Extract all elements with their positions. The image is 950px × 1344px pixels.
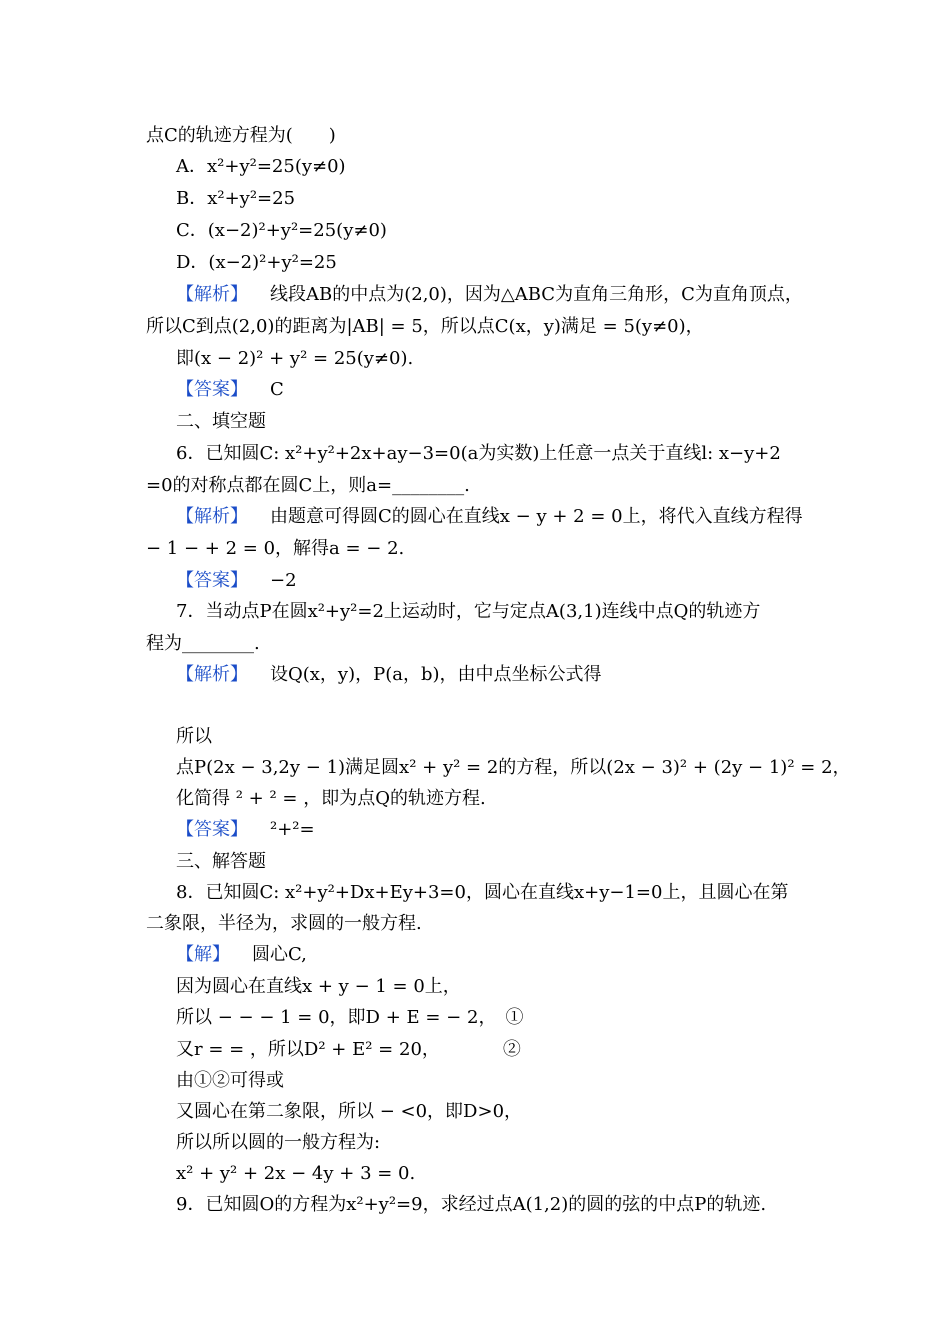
answer-tag: 【答案】	[176, 379, 248, 400]
question-text: 7．当动点P在圆x²+y²=2上运动时，它与定点A(3,1)连线中点Q的轨迹方	[176, 601, 761, 622]
section-heading: 二、填空题	[176, 411, 266, 432]
option-b: B．x²+y²=25	[176, 188, 296, 209]
answer-tag: 【答案】	[176, 819, 248, 840]
analysis-text: 设Q(x，y)，P(a，b)，由中点坐标公式得	[270, 664, 602, 685]
text-line: 所以	[176, 726, 212, 747]
text-line: 即(x − 2)² + y² = 25(y≠0).	[176, 348, 414, 369]
analysis-line	[176, 505, 803, 529]
question-text: =0的对称点都在圆C上，则a=________.	[146, 475, 470, 496]
question-text: 6．已知圆C: x²+y²+2x+ay−3=0(a为实数)上任意一点关于直线l: x−y+2	[176, 443, 781, 464]
text-line: 因为圆心在直线x + y − 1 = 0上，	[176, 976, 461, 997]
text-line: x² + y² + 2x − 4y + 3 = 0.	[176, 1163, 416, 1184]
solution-text: 圆心C,	[252, 944, 307, 965]
analysis-line	[176, 663, 602, 687]
answer-line	[176, 378, 284, 402]
text-line: 所以C到点(2,0)的距离为|AB| = 5，所以点C(x，y)满足 = 5(y≠0)，	[146, 316, 704, 337]
answer-line	[176, 569, 297, 593]
analysis-line	[176, 283, 803, 307]
question-text: 二象限，半径为，求圆的一般方程.	[146, 913, 422, 934]
text-line: 又r = = ，所以D² + E² = 20， ②	[176, 1039, 521, 1060]
question-text: 8．已知圆C: x²+y²+Dx+Ey+3=0，圆心在直线x+y−1=0上，且圆心在第	[176, 882, 789, 903]
solution-line	[176, 943, 307, 967]
analysis-tag: 【解析】	[176, 284, 248, 305]
text-line: 所以 − − − 1 = 0，即D + E = − 2， ①	[176, 1007, 524, 1028]
text-line: 点C的轨迹方程为( )	[146, 125, 336, 146]
answer-text: C	[270, 379, 284, 400]
analysis-text: 线段AB的中点为(2,0)，因为△ABC为直角三角形，C为直角顶点，	[270, 284, 803, 305]
answer-line	[176, 818, 315, 842]
question-text: 9．已知圆O的方程为x²+y²=9，求经过点A(1,2)的圆的弦的中点P的轨迹.	[176, 1194, 767, 1215]
option-a: A．x²+y²=25(y≠0)	[176, 156, 346, 177]
question-text: 程为________.	[146, 633, 260, 654]
text-line: 又圆心在第二象限，所以 − <0，即D>0，	[176, 1101, 523, 1122]
analysis-tag: 【解析】	[176, 506, 248, 527]
section-heading: 三、解答题	[176, 851, 266, 872]
text-line: 所以所以圆的一般方程为:	[176, 1132, 381, 1153]
answer-text: ²+²=	[270, 819, 315, 840]
text-line: − 1 − + 2 = 0，解得a = − 2.	[146, 538, 405, 559]
option-c: C．(x−2)²+y²=25(y≠0)	[176, 220, 387, 241]
option-d: D．(x−2)²+y²=25	[176, 252, 337, 273]
solution-tag: 【解】	[176, 944, 230, 965]
text-line: 化简得 ² + ² = ，即为点Q的轨迹方程.	[176, 788, 486, 809]
text-line: 点P(2x − 3,2y − 1)满足圆x² + y² = 2的方程，所以(2x − 3)² + (2y − 1)² = 2，	[176, 757, 851, 778]
answer-text: −2	[270, 570, 297, 591]
answer-tag: 【答案】	[176, 570, 248, 591]
analysis-tag: 【解析】	[176, 664, 248, 685]
analysis-text: 由题意可得圆C的圆心在直线x − y + 2 = 0上，将代入直线方程得	[270, 506, 803, 527]
text-line: 由①②可得或	[176, 1070, 284, 1091]
